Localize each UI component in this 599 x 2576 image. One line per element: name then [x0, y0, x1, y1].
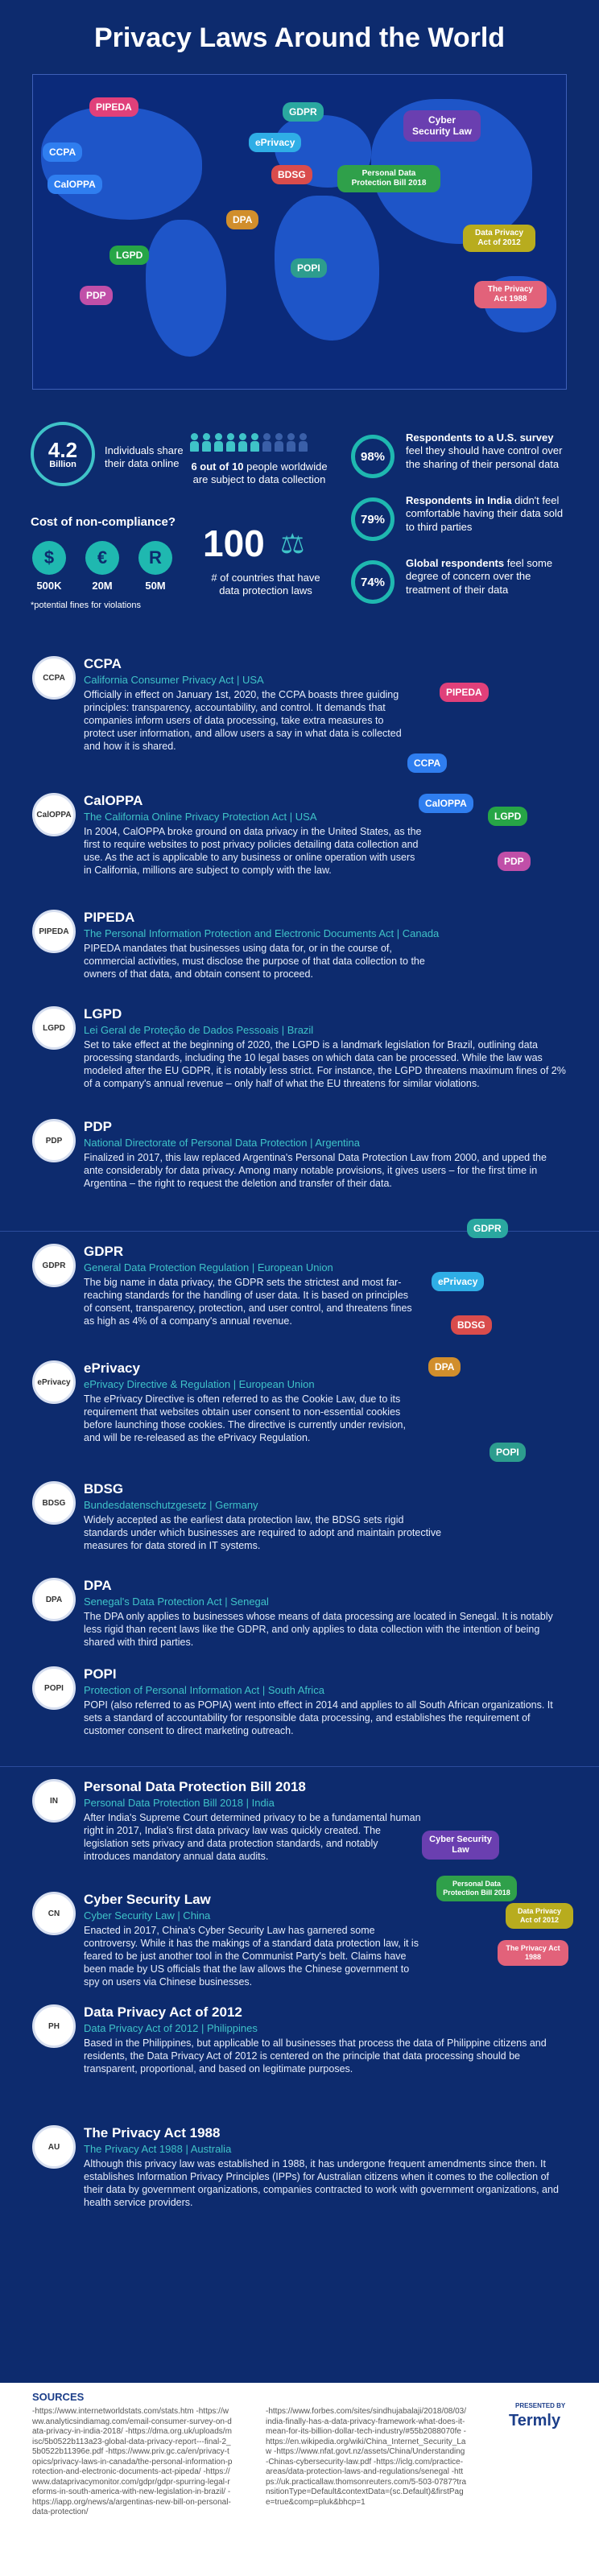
presented-by: PRESENTED BY: [515, 2402, 566, 2409]
law-flag-icon: CCPA: [32, 656, 76, 700]
law-title: Data Privacy Act of 2012: [84, 2004, 242, 2020]
world-map: [32, 74, 567, 390]
law-description: POPI (also referred to as POPIA) went into effect in 2014 and applies to all South African organizations. It sets a standard of accountability for responsible data processing, and establishes the requirement of customer consent to direct marketing outreach.: [84, 1699, 553, 1736]
cost-title: Cost of non-compliance?: [31, 515, 176, 529]
law-subtitle: Bundesdatenschutzgesetz | Germany: [84, 1499, 258, 1511]
side-tag-pdp: PDP: [498, 852, 531, 871]
law-description: Finalized in 2017, this law replaced Argentina's Personal Data Protection Law from 2000, and upped the ante considerably for data privacy. Among many notable provisions, it gives users – for the first time in Argentina – the right to request the deletion and transfer of their data.: [84, 1152, 547, 1189]
side-tag-lgpd: LGPD: [488, 807, 527, 826]
people-text-bold: 6 out of 10: [191, 460, 244, 473]
person-icon: [238, 433, 247, 452]
law-flag-icon: IN: [32, 1779, 76, 1823]
law-flag-icon: ePrivacy: [32, 1360, 76, 1404]
ring-rest-global: feel some degree of concern over the treatment of their data: [406, 557, 553, 596]
fine-label-zar: 50M: [145, 580, 166, 592]
map-tag-australia: The Privacy Act 1988: [474, 281, 547, 308]
page-title: Privacy Laws Around the World: [93, 23, 506, 53]
law-title: PDP: [84, 1119, 112, 1134]
people-text: [187, 460, 332, 487]
map-tag-ccpa: CCPA: [43, 142, 82, 162]
law-subtitle: Senegal's Data Protection Act | Senegal: [84, 1596, 269, 1608]
law-title: CCPA: [84, 656, 122, 671]
law-flag-icon: CN: [32, 1892, 76, 1935]
law-flag-icon: LGPD: [32, 1006, 76, 1050]
map-tag-dpa: DPA: [226, 210, 258, 229]
ring-stat-india: 79%: [351, 497, 395, 541]
ring-bold-global: Global respondents: [406, 557, 505, 569]
law-subtitle: Lei Geral de Proteção de Dados Pessoais | Brazil: [84, 1024, 314, 1036]
law-subtitle: California Consumer Privacy Act | USA: [84, 674, 264, 686]
side-tag-caloppa: CalOPPA: [419, 794, 473, 813]
law-subtitle: Protection of Personal Information Act | South Africa: [84, 1684, 324, 1696]
side-tag-popi: POPI: [490, 1443, 526, 1462]
law-section: [84, 656, 406, 753]
termly-logo: Termly: [509, 2412, 561, 2429]
euro-coin-icon: €: [85, 541, 119, 575]
ring-text-global: [406, 557, 567, 597]
law-subtitle: The Personal Information Protection and Electronic Documents Act | Canada: [84, 927, 440, 939]
dollar-coin-icon: $: [32, 541, 66, 575]
map-tag-bdsg: BDSG: [271, 165, 312, 184]
ring-rest-india: didn't feel comfortable having their data sold to third parties: [406, 494, 564, 533]
law-flag-icon: DPA: [32, 1578, 76, 1621]
law-title: PIPEDA: [84, 910, 135, 925]
law-title: LGPD: [84, 1006, 122, 1022]
law-title: DPA: [84, 1578, 112, 1593]
map-tag-pipeda: PIPEDA: [89, 97, 138, 117]
billion-value: 4.2: [48, 437, 78, 462]
section-divider: [0, 1231, 599, 1232]
sources-col-2: -https://www.forbes.com/sites/sindhujabalaji/2018/08/03/india-finally-has-a-data-privacy-framework-what-does-it-mean-for-its-billion-dollar-tech-industry/#55b2088070fe -https://en.wikipedia.org/wiki/China_Internet_Security_Law -https://www.nfat.govt.nz/assets/China/Understanding-Chinas-cybersecurity-law.pdf -https://iclg.com/practice-areas/data-protection-laws-and-regulations/senegal -https://uk.practicallaw.thomsonreuters.com/5-503-0787?transitionType=Default&contextData=(sc.Default)&firstPage=true&comp=pluk&bhcp=1: [266, 2407, 467, 2507]
billion-unit: Billion: [49, 459, 76, 469]
law-subtitle: Personal Data Protection Bill 2018 | India: [84, 1797, 275, 1809]
law-section: [84, 1006, 567, 1090]
ring-text-india: [406, 494, 567, 534]
law-section: [84, 1244, 414, 1327]
law-flag-icon: AU: [32, 2125, 76, 2169]
law-description: The DPA only applies to businesses whose means of data processing are located in Senegal. It is notably less rigid than recent laws like the GDPR, and only applies to data collection with the intention of being shared with third parties.: [84, 1611, 553, 1648]
law-subtitle: National Directorate of Personal Data Protection | Argentina: [84, 1137, 361, 1149]
section-divider: [0, 1766, 599, 1767]
person-icon: [202, 433, 211, 452]
law-section: [84, 1360, 414, 1444]
map-tag-gdpr: GDPR: [283, 102, 324, 122]
person-icon: [299, 433, 308, 452]
law-description: Based in the Philippines, but applicable to all businesses that process the data of Philippine citizens and residents, the Data Privacy Act of 2012 is centered on the principle that data processing should be transparent, proportional, and based on legitimate purposes.: [84, 2037, 547, 2074]
billion-text: Individuals share their data online: [105, 444, 184, 470]
map-tag-cyber-security-law: Cyber Security Law: [403, 110, 481, 142]
map-tag-eprivacy: ePrivacy: [249, 133, 301, 152]
law-section: [84, 1666, 567, 1737]
law-description: Although this privacy law was established in 1988, it has undergone frequent amendments since then. It establishes Information Privacy Principles (IPPs) for Australian citizens when it comes to the collection of their data by government organizations, companies contracted to work with government organizations, and health service providers.: [84, 2158, 559, 2208]
fines-note: *potential fines for violations: [31, 601, 141, 610]
law-flag-icon: POPI: [32, 1666, 76, 1710]
ring-text-us: [406, 431, 567, 471]
ring-rest-us: feel they should have control over the sharing of their personal data: [406, 444, 563, 470]
law-title: CalOPPA: [84, 793, 143, 808]
sources-footer: [0, 2383, 599, 2576]
person-icon: [214, 433, 223, 452]
law-description: The ePrivacy Directive is often referred to as the Cookie Law, due to its requirement that websites obtain user consent to non-essential cookies before launching those cookies. The directive is currently under revision, and will be re-released as the ePrivacy Regulation.: [84, 1393, 406, 1443]
law-description: PIPEDA mandates that businesses using data for, or in the course of, commercial activities, must disclose the purpose of that data collection to the owners of that data, and obtain consent to proceed.: [84, 943, 425, 980]
person-icon: [226, 433, 235, 452]
law-section: [84, 910, 446, 980]
countries-value: 100: [203, 522, 265, 564]
law-description: After India's Supreme Court determined privacy to be a fundamental human right in 2017, India's first data privacy law was quickly created. The legislation sets privacy and data protection standards, and notably introduces mandatory annual data audits.: [84, 1812, 421, 1862]
side-tag-eprivacy: ePrivacy: [432, 1272, 484, 1291]
stats-panel: [0, 402, 599, 644]
law-section: [84, 793, 422, 877]
person-icon: [250, 433, 259, 452]
law-title: POPI: [84, 1666, 117, 1682]
map-tag-india: Personal Data Protection Bill 2018: [337, 165, 440, 192]
law-section: [84, 1578, 567, 1649]
side-tag-australia: The Privacy Act 1988: [498, 1940, 568, 1966]
law-title: ePrivacy: [84, 1360, 140, 1376]
law-description: The big name in data privacy, the GDPR sets the strictest and most far-reaching standards for the handling of user data. It is based on principles of consent, transparency, protection, and user control, and threatens fines as high as 4% of a company's annual revenue.: [84, 1277, 412, 1327]
law-description: Widely accepted as the earliest data protection law, the BDSG sets rigid standards under which businesses are required to adopt and maintain protective measures for data stored in IT systems.: [84, 1514, 442, 1551]
side-tag-pipeda: PIPEDA: [440, 683, 489, 702]
side-tag-ccpa: CCPA: [407, 753, 447, 773]
law-subtitle: The Privacy Act 1988 | Australia: [84, 2143, 232, 2155]
side-tag-india: Personal Data Protection Bill 2018: [436, 1876, 517, 1901]
person-icon: [190, 433, 199, 452]
person-icon: [287, 433, 295, 452]
map-tag-pdp: PDP: [80, 286, 113, 305]
law-description: Set to take effect at the beginning of 2020, the LGPD is a landmark legislation for Brazil, outlining data processing standards, including the 10 legal bases on which data can be processed. While the law was modeled after the EU GDPR, it is notably less strict. For instance, the LGPD threatens maximum fines of 2% of a company's annual revenue – only half of what the EU threatens for similar violations.: [84, 1039, 566, 1089]
side-tag-philippines: Data Privacy Act of 2012: [506, 1903, 573, 1929]
law-section: [84, 1779, 422, 1863]
rand-coin-icon: R: [138, 541, 172, 575]
law-subtitle: General Data Protection Regulation | European Union: [84, 1261, 333, 1274]
law-title: Cyber Security Law: [84, 1892, 211, 1907]
person-icon: [275, 433, 283, 452]
law-flag-icon: PDP: [32, 1119, 76, 1162]
sources-title: SOURCES: [32, 2391, 85, 2403]
map-tag-lgpd: LGPD: [109, 246, 149, 265]
countries-text: # of countries that have data protection laws: [211, 572, 320, 597]
north-america-shape: [41, 107, 202, 220]
law-flag-icon: BDSG: [32, 1481, 76, 1525]
law-flag-icon: CalOPPA: [32, 793, 76, 836]
law-flag-icon: PIPEDA: [32, 910, 76, 953]
ring-stat-global: 74%: [351, 560, 395, 604]
ring-bold-us: Respondents to a U.S. survey: [406, 431, 554, 444]
map-tag-philippines: Data Privacy Act of 2012: [463, 225, 535, 252]
person-icon: [262, 433, 271, 452]
law-title: GDPR: [84, 1244, 124, 1259]
ring-stat-us: 98%: [351, 435, 395, 478]
billion-badge: [31, 422, 95, 486]
law-subtitle: ePrivacy Directive & Regulation | European Union: [84, 1378, 315, 1390]
law-subtitle: Data Privacy Act of 2012 | Philippines: [84, 2022, 258, 2034]
law-title: BDSG: [84, 1481, 124, 1496]
side-tag-dpa: DPA: [428, 1357, 461, 1377]
law-title: The Privacy Act 1988: [84, 2125, 221, 2140]
sources-col-1: -https://www.internetworldstats.com/stats.htm -https://www.analyticsindiamag.com/email-consumer-survey-on-data-privacy-in-india-2018/ -https://dma.org.uk/uploads/misc/5b0522b113a23-global-data-privacy-report---final-2_5b0522b11396e.pdf -https://www.priv.gc.ca/en/privacy-topics/privacy-laws-in-canada/the-personal-information-protection-and-electronic-documents-act-pipeda/ -https://www.dataprivacymonitor.com/gdpr/gdpr-spurring-legal-reforms-in-south-america-with-new-legislation-in-brazil/ -https://iapp.org/news/a/argentinas-new-bill-on-personal-data-protection/: [32, 2407, 233, 2516]
law-flag-icon: GDPR: [32, 1244, 76, 1287]
law-subtitle: The California Online Privacy Protection Act | USA: [84, 811, 317, 823]
fine-label-eur: 20M: [92, 580, 113, 592]
people-icons: [190, 433, 319, 456]
people-text-rest: people worldwide are subject to data collection: [192, 460, 328, 486]
fine-label-usd: 500K: [36, 580, 62, 592]
law-description: Enacted in 2017, China's Cyber Security Law has garnered some controversy. While it has the makings of a standard data protection law, it is feared to be just another tool in the Communist Party's belt. Claims have been made by US officials that the law allows the Chinese government to spy on users via Chinese businesses.: [84, 1925, 419, 1988]
law-description: In 2004, CalOPPA broke ground on data privacy in the United States, as the first to require websites to post privacy policies detailing data collection and use. As the act is applicable to any business or online operation with users in California, millions are subject to comply with the law.: [84, 826, 422, 876]
law-section: [84, 1119, 567, 1190]
side-tag-bdsg: BDSG: [451, 1315, 492, 1335]
law-section: [84, 2125, 567, 2209]
law-section: [84, 1892, 422, 1988]
law-title: Personal Data Protection Bill 2018: [84, 1779, 306, 1794]
map-tag-caloppa: CalOPPA: [48, 175, 102, 194]
law-section: [84, 2004, 567, 2075]
side-tag-cyber: Cyber Security Law: [422, 1831, 499, 1860]
map-tag-popi: POPI: [291, 258, 327, 278]
side-tag-gdpr: GDPR: [467, 1219, 508, 1238]
law-subtitle: Cyber Security Law | China: [84, 1909, 211, 1922]
law-description: Officially in effect on January 1st, 2020, the CCPA boasts three guiding principles: transparency, accountability, and control. It demands that companies inform users of data processing, take extra measures to protect user information, and allow users a say in what data is collected and how it is shared.: [84, 689, 402, 752]
law-section: [84, 1481, 446, 1552]
law-flag-icon: PH: [32, 2004, 76, 2048]
south-america-shape: [146, 220, 226, 357]
ring-bold-india: Respondents in India: [406, 494, 512, 506]
scales-icon: ⚖: [280, 529, 305, 559]
